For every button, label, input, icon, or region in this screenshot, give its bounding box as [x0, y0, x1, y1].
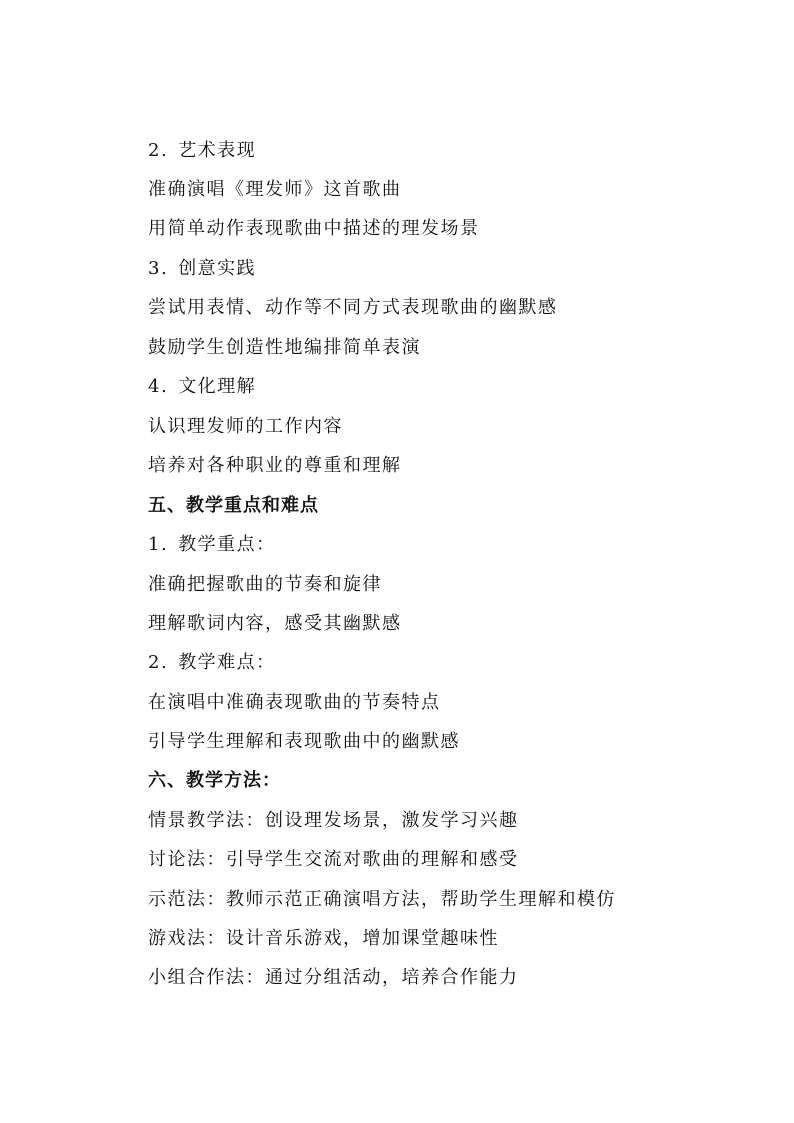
subsection-heading-creative-practice — [148, 257, 256, 281]
subsection-number: 4. — [148, 376, 169, 397]
subsection-heading-cultural-understanding — [148, 375, 256, 399]
subsection-title: 创意实践 — [178, 258, 257, 279]
paragraph-line: 用简单动作表现歌曲中描述的理发场景 — [148, 218, 480, 239]
paragraph-line: 准确把握歌曲的节奏和旋律 — [148, 574, 382, 595]
subsection-number: 1. — [148, 534, 169, 555]
paragraph-line: 认识理发师的工作内容 — [148, 416, 343, 437]
paragraph-line: 在演唱中准确表现歌曲的节奏特点 — [148, 692, 441, 713]
subsection-title: 文化理解 — [178, 376, 257, 397]
subsection-heading-art-expression — [148, 139, 256, 163]
subsection-title: 教学难点： — [178, 652, 276, 673]
paragraph-line: 情景教学法：创设理发场景，激发学习兴趣 — [148, 810, 519, 831]
paragraph-line: 游戏法：设计音乐游戏，增加课堂趣味性 — [148, 928, 499, 949]
paragraph-line: 培养对各种职业的尊重和理解 — [148, 455, 402, 476]
paragraph-line: 准确演唱《理发师》这首歌曲 — [148, 179, 402, 200]
paragraph-line: 小组合作法：通过分组活动，培养合作能力 — [148, 967, 519, 988]
paragraph-line: 示范法：教师示范正确演唱方法，帮助学生理解和模仿 — [148, 889, 616, 910]
paragraph-line: 理解歌词内容，感受其幽默感 — [148, 613, 402, 634]
subsection-heading-teaching-difficulty — [148, 651, 276, 675]
paragraph-line: 讨论法：引导学生交流对歌曲的理解和感受 — [148, 849, 519, 870]
paragraph-line: 尝试用表情、动作等不同方式表现歌曲的幽默感 — [148, 297, 558, 318]
paragraph-line: 鼓励学生创造性地编排简单表演 — [148, 337, 421, 358]
subsection-heading-teaching-focus — [148, 533, 276, 557]
section-heading-teaching-methods: 六、教学方法： — [148, 770, 281, 791]
paragraph-line: 引导学生理解和表现歌曲中的幽默感 — [148, 731, 460, 752]
subsection-number: 3. — [148, 258, 169, 279]
subsection-title: 教学重点： — [178, 534, 276, 555]
subsection-number: 2. — [148, 140, 169, 161]
subsection-number: 2. — [148, 652, 169, 673]
section-heading-key-points: 五、教学重点和难点 — [148, 495, 319, 516]
subsection-title: 艺术表现 — [178, 140, 257, 161]
